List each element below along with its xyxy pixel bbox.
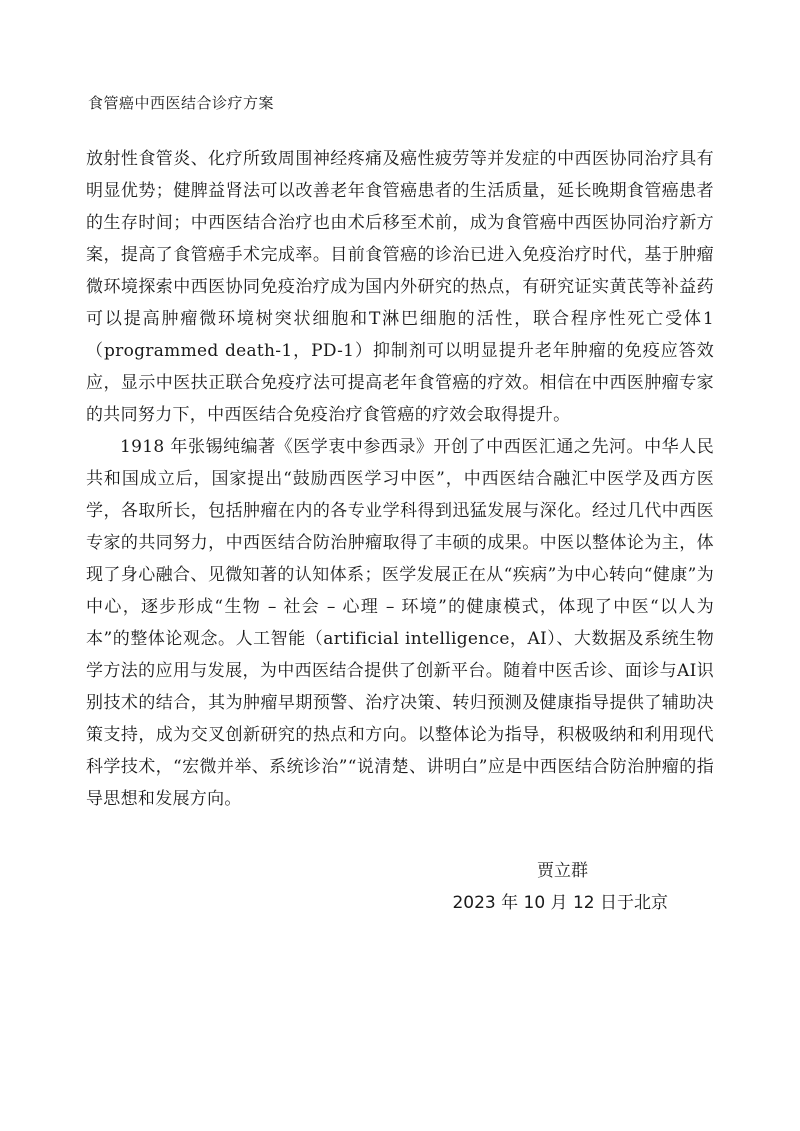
running-header: 食管癌中西医结合诊疗方案 [88,94,275,112]
paragraph-continued: 放射性食管炎、化疗所致周围神经疼痛及癌性疲劳等并发症的中西医协同治疗具有明显优势；健脾益肾法可以改善老年食管癌患者的生活质量，延长晚期食管癌患者的生存时间；中西医结合治疗也由术后移至术前，成为食管癌中西医协同治疗新方案，提高了食管癌手术完成率。目前食管癌的诊治已进入免疫治疗时代，基于肿瘤微环境探索中西医协同免疫治疗成为国内外研究的热点，有研究证实黄芪等补益药可以提高肿瘤微环境树突状细胞和T淋巴细胞的活性，联合程序性死亡受体1（programmed death-1，PD-1）抑制剂可以明显提升老年肿瘤的免疫应答效应，显示中医扶正联合免疫疗法可提高老年食管癌的疗效。相信在中西医肿瘤专家的共同努力下，中西医结合免疫治疗食管癌的疗效会取得提升。 [86,149,714,425]
signature-date: 2023 年 10 月 12 日于北京 [452,893,668,913]
signature-block [452,855,668,919]
paragraph: 1918 年张锡纯编著《医学衷中参西录》开创了中西医汇通之先河。中华人民共和国成立后，国家提出“鼓励西医学习中医”，中西医结合融汇中医学及西方医学，各取所长，包括肿瘤在内的各专业学科得到迅猛发展与深化。经过几代中西医专家的共同努力，中西医结合防治肿瘤取得了丰硕的成果。中医以整体论为主，体现了身心融合、见微知著的认知体系；医学发展正在从“疾病”为中心转向“健康”为中心，逐步形成“生物 – 社会 – 心理 – 环境”的健康模式，体现了中医“以人为本”的整体论观念。人工智能（artificial intelligence，AI）、大数据及系统生物学方法的应用与发展，为中西医结合提供了创新平台。随着中医舌诊、面诊与AI识别技术的结合，其为肿瘤早期预警、治疗决策、转归预测及健康指导提供了辅助决策支持，成为交叉创新研究的热点和方向。以整体论为指导，积极吸纳和利用现代科学技术，“宏微并举、系统诊治”“说清楚、讲明白”应是中西医结合防治肿瘤的指导思想和发展方向。 [86,437,714,809]
author-name: 贾立群 [537,861,588,881]
document-body [86,143,714,815]
